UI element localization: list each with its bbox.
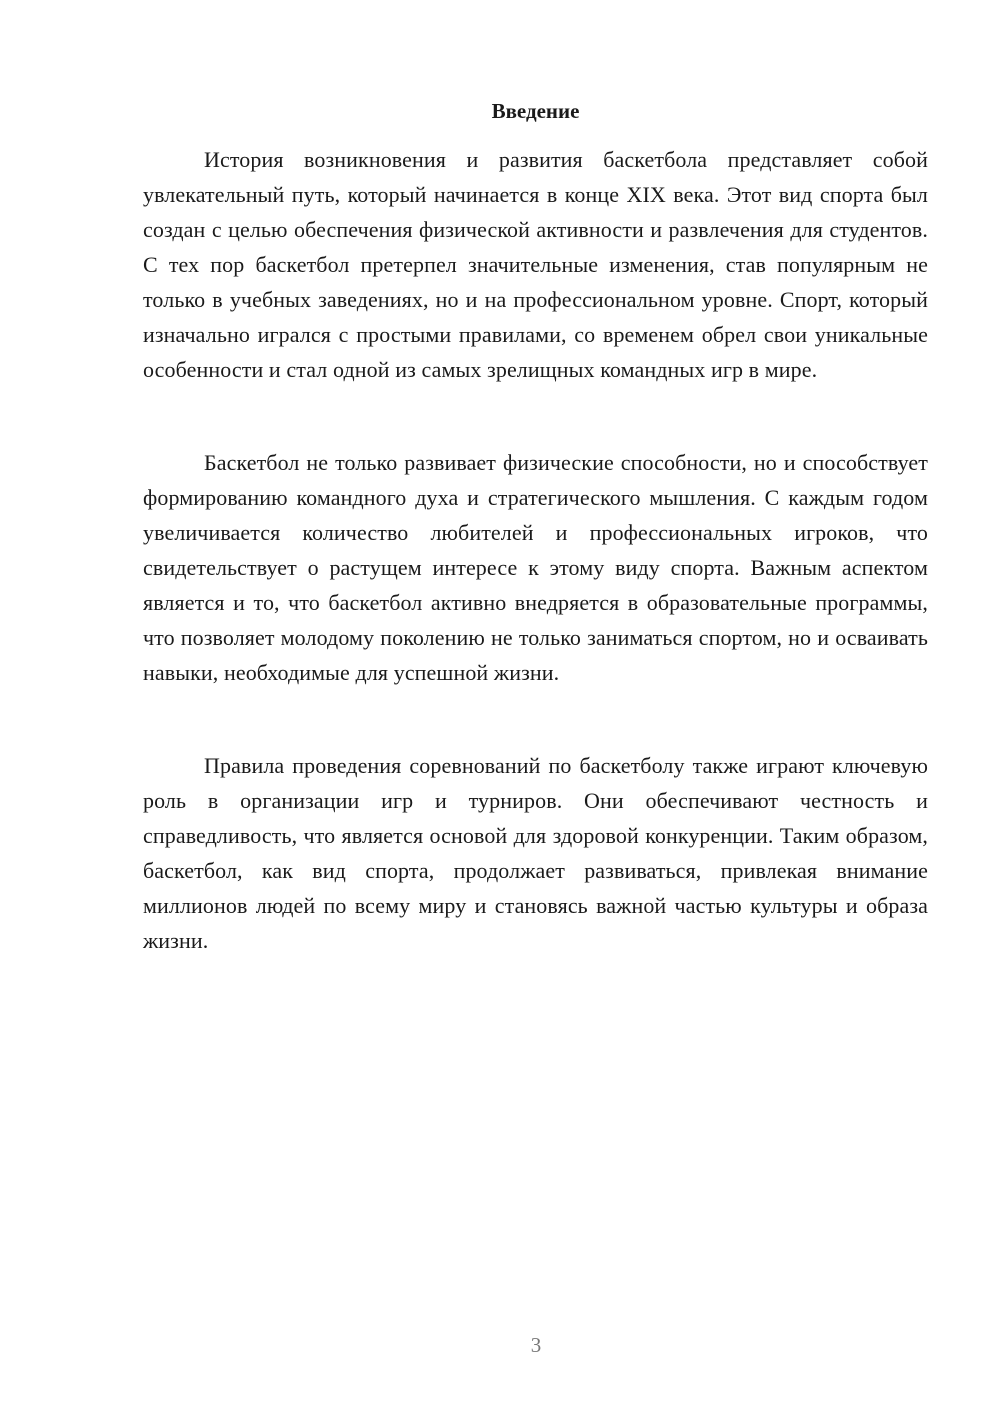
paragraph-3: Правила проведения соревнований по баскетболу также играют ключевую роль в организации игр и турниров. Они обеспечивают честность и справедливость, что является основой для здоровой конкуренции. Таким образом, баскетбол, как вид спорта, продолжает развиваться, привлекая внимание миллионов людей по всему миру и становясь важной частью культуры и образа жизни.	[143, 753, 928, 953]
paragraph-2: Баскетбол не только развивает физические способности, но и способствует формированию командного духа и стратегического мышления. С каждым годом увеличивается количество любителей и профессиональных игроков, что свидетельствует о растущем интересе к этому виду спорта. Важным аспектом является и то, что баскетбол активно внедряется в образовательные программы, что позволяет молодому поколению не только заниматься спортом, но и осваивать навыки, необходимые для успешной жизни.	[143, 450, 928, 685]
paragraph-1: История возникновения и развития баскетбола представляет собой увлекательный путь, который начинается в конце XIX века. Этот вид спорта был создан с целью обеспечения физической активности и развлечения для студентов. С тех пор баскетбол претерпел значительные изменения, став популярным не только в учебных заведениях, но и на профессиональном уровне. Спорт, который изначально игрался с простыми правилами, со временем обрел свои уникальные особенности и стал одной из самых зрелищных командных игр в мире.	[143, 147, 928, 382]
page-number: 3	[530, 1333, 542, 1357]
section-heading: Введение	[491, 99, 580, 123]
